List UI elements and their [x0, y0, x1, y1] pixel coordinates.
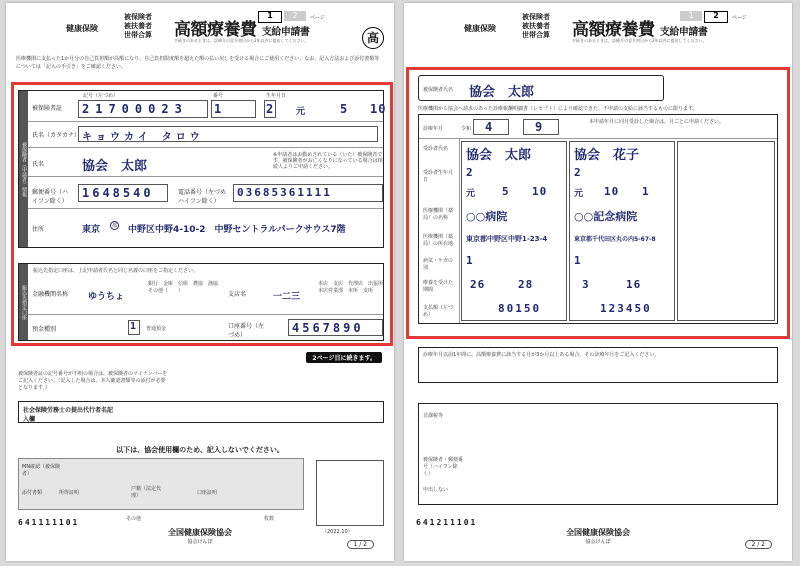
agent-label: 社会保険労務士の提出代行者名記入欄 — [23, 407, 114, 423]
form-code: 641111101 — [18, 518, 80, 527]
patient1-from: 26 — [470, 278, 486, 291]
branch-label: 支店名 — [228, 291, 247, 298]
patient2-address: 東京都千代田区丸の内5-67-8 — [574, 236, 656, 243]
page-tabs-2 — [680, 11, 747, 23]
kind-household-2: 世帯合算 — [522, 31, 550, 39]
name-label: 氏名 — [32, 161, 45, 168]
intro-text: 医療機関に支払った1か月分の自己負担額が高額になり、自己負担限度額を超えた額の払い戻しを受ける場合にご使用ください。なお、記入方法および添付書類等については「記入の手引き」をご確認ください。 — [16, 56, 380, 70]
contact-row — [28, 177, 383, 209]
applicant-name-value: 協会 太郎 — [469, 85, 535, 100]
agent-block — [18, 401, 384, 423]
insurance-label: 健康保険 — [66, 24, 98, 33]
page-number-2: 2 / 2 — [745, 540, 772, 549]
org-name-2: 全国健康保険協会 — [566, 528, 630, 537]
zip-label-2: 被保険者・郵便番号（ハイフン除く） — [423, 457, 464, 477]
org-footer — [6, 527, 394, 545]
insured-kinds — [124, 13, 152, 40]
mynumber-note: 被保険者証の記号番号が不明の場合は、被保険者のマイナンバーをご記入ください。（記入した場合は、本人確認書類等の添付が必要となります。） — [18, 371, 168, 391]
patient2-era: 2 — [574, 166, 582, 179]
zip-value: 1648540 — [82, 186, 154, 200]
patient2-from: 3 — [582, 278, 590, 291]
instruction: 医療機関から協会へ請求のあった診療報酬明細書（レセプト）により確認できた、不申請の支給に該当するものに限ります。 — [418, 106, 698, 112]
receipt-stamp-box — [316, 460, 384, 526]
row-label-paid: 支払額（左づめ） — [423, 305, 454, 318]
kind-insured-2: 被保険者 — [522, 13, 550, 21]
patient1-to: 28 — [518, 278, 534, 291]
name-row — [28, 148, 383, 177]
birth-month-value: 5 — [340, 102, 349, 116]
kind-dependent: 被扶養者 — [124, 22, 152, 30]
birth-era-name: 元 — [296, 107, 306, 117]
office-account: 口座証明 — [197, 490, 218, 496]
bank-note: 振込先指定口座は、上記申請者氏名と同じ名義の口座をご指定ください。 — [33, 268, 199, 274]
form-header-2 — [464, 11, 782, 47]
patient2-birth-m: 10 — [604, 185, 620, 198]
office-family: 戸籍（法定代理） — [131, 486, 162, 499]
month-value: 9 — [535, 120, 544, 134]
title-main: 高額療養費 — [174, 20, 257, 40]
patient2-to: 16 — [626, 278, 642, 291]
pref-kind: 都 — [112, 223, 118, 229]
card-row — [28, 91, 387, 122]
patient-col-2 — [569, 141, 675, 321]
birth-era-value: 2 — [266, 102, 275, 116]
applicant-block — [18, 90, 387, 248]
address-row — [28, 209, 383, 247]
acct-type-name: 普通預金 — [146, 326, 167, 332]
applicant-name-label: 被保険者氏名 — [423, 87, 454, 93]
org-sub: 協会けんぽ — [187, 539, 213, 545]
kind-household: 世帯合算 — [124, 31, 152, 39]
patient1-address: 東京都中野区中野1-23-4 — [466, 235, 548, 243]
kana-row — [28, 122, 383, 148]
patient2-hospital: ○○記念病院 — [574, 210, 638, 223]
row-labels — [419, 139, 460, 323]
page-label: ページ — [310, 15, 325, 21]
patient2-birth-d: 1 — [642, 185, 650, 198]
kana-label: 氏名（カタカナ） — [32, 132, 81, 139]
birth-label: 生年月日 — [266, 93, 287, 99]
patient1-name: 協会 太郎 — [466, 148, 532, 163]
deadline-note: 手続きのあるときは、診療月の翌月初日から2年以内に提出してください。 — [174, 38, 309, 43]
title-main-2: 高額療養費 — [572, 20, 655, 40]
misc-block — [418, 403, 778, 505]
page-tab-2: 2 — [284, 11, 306, 21]
form-page-2 — [404, 3, 792, 561]
office-count: 枚数 — [264, 516, 275, 522]
office-income: 所得証明 — [59, 490, 80, 496]
prior-months-block — [418, 347, 778, 383]
birth-day-value: 10 — [370, 102, 387, 116]
page-tab-1: 1 — [258, 11, 282, 23]
org-footer-2 — [404, 527, 792, 545]
bank-side-label: 振込先指定口座 — [19, 264, 28, 340]
branch-name-value: 一二三 — [273, 292, 301, 302]
address-value: 中野区中野4-10-2 中野セントラルパークサウス7階 — [128, 225, 346, 235]
applicant-side-label: 被保険者（申請者）情報 — [19, 91, 28, 247]
tel-label: 電話番号（左づめハイフン除く） — [178, 189, 227, 205]
patient-col-1 — [461, 141, 567, 321]
title-suffix: 支給申請書 — [261, 27, 310, 38]
bank-label: 金融機関名称 — [32, 291, 69, 298]
month-row — [419, 115, 777, 139]
patient1-era: 2 — [466, 166, 474, 179]
patient2-birth-era: 元 — [574, 189, 584, 199]
office-attach: 添付書類 — [22, 490, 43, 496]
page-tab-2b: 2 — [704, 11, 728, 23]
form-code-2: 641211101 — [416, 518, 478, 527]
row-label-name: 受診者氏名 — [423, 146, 449, 152]
symbol-label: 記号（左づめ） — [83, 93, 119, 99]
office-mn: MN確認（被保険者） — [22, 464, 61, 477]
card-no-value: 21700023 — [82, 102, 188, 116]
patient1-birth-era: 元 — [466, 189, 476, 199]
row-label-birth: 受診者生年月日 — [423, 170, 454, 183]
kind-dependent-2: 被扶養者 — [522, 22, 550, 30]
page-tabs — [258, 11, 325, 23]
name-value: 協会 太郎 — [82, 159, 148, 174]
acct-no-label: 口座番号（左づめ） — [228, 323, 265, 339]
branch-kinds: 本店 支店 代理店 出張所 本店営業部 本所 支所 — [318, 281, 389, 294]
row-label-type: 病気・ケガの別 — [423, 258, 453, 271]
card-no-label: 被保険者証 — [32, 105, 63, 112]
form-page-1 — [6, 3, 394, 561]
month-label: 診療年月 — [423, 126, 444, 132]
name-note: ※申請者はお勤めされている（いた）被保険者です。被保険者がお亡くなりになっている場合は相続人よりご申請ください。 — [273, 152, 383, 170]
title-suffix-2: 支給申請書 — [659, 27, 708, 38]
org-name: 全国健康保険協会 — [168, 528, 232, 537]
acct-no-value: 4567890 — [292, 321, 364, 335]
zip-label: 郵便番号（ハイフン除く） — [32, 189, 69, 205]
bank-kinds: 銀行 金庫 信組 農協 漁協 その他（ ） — [148, 281, 224, 294]
page-number: 1 / 2 — [347, 540, 374, 549]
insured-kinds-2 — [522, 13, 550, 40]
deadline-note-2: 手続きのあるときは、診療月の翌月初日から2年以内に提出してください。 — [572, 38, 707, 43]
office-only-heading: 以下は、協会使用欄のため、記入しないでください。 — [116, 446, 284, 454]
page-label-2: ページ — [732, 15, 747, 21]
kou-stamp: 高 — [362, 27, 384, 49]
kind-insured: 被保険者 — [124, 13, 152, 21]
tax-exempt-label: 非課税等 — [423, 413, 444, 419]
row-label-hospital: 医療機関（薬局）の名称 — [423, 208, 454, 221]
card-no2-value: 1 — [214, 102, 223, 116]
prior-months-question: 診療年月以前1年間に、高額療養費に該当する月が3か月以上ある場合、その診療年月をご記入ください。 — [423, 352, 660, 358]
continue-notice: 2ページ目に続きます。 — [306, 352, 382, 363]
patient1-hospital: ○○病院 — [466, 210, 508, 223]
acct-type-label: 預金種別 — [32, 326, 57, 333]
page-tab-1b: 1 — [680, 11, 702, 21]
row-label-address: 医療機関（薬局）の所在地 — [423, 234, 454, 247]
org-sub-2: 協会けんぽ — [585, 539, 611, 545]
bank-row — [28, 275, 389, 315]
pref-value: 東京 — [82, 225, 101, 235]
tel-value: 03685361111 — [237, 186, 332, 199]
patient2-name: 協会 花子 — [574, 148, 640, 163]
form-header — [66, 11, 384, 47]
office-use-area — [18, 458, 304, 510]
row-label-period: 療養を受けた期間 — [423, 280, 454, 293]
patient-col-3[interactable] — [677, 141, 775, 321]
office-other: その他 — [126, 516, 142, 522]
number-label: 番号 — [213, 93, 224, 99]
patient1-type: 1 — [466, 254, 474, 267]
applicant-name-block — [418, 75, 664, 101]
acct-type-value: 1 — [130, 321, 138, 332]
address-label: 住所 — [32, 226, 45, 233]
insurance-label-2: 健康保険 — [464, 24, 496, 33]
year-value: 4 — [485, 120, 494, 134]
opt-out-label: 申出しない — [423, 487, 449, 493]
patient1-paid: 80150 — [498, 302, 542, 315]
bank-block — [18, 263, 389, 341]
month-note: 本申請年月に同月受診した場合は、月ごとに申請ください。 — [589, 119, 725, 125]
kana-value: キョウカイ タロウ — [82, 132, 204, 143]
version: （2022.10） — [322, 529, 353, 535]
patient1-birth-d: 10 — [532, 185, 548, 198]
era-label: 令和 — [461, 126, 472, 132]
bank-name-value: ゆうちょ — [88, 292, 125, 302]
account-row — [28, 315, 383, 340]
patient1-birth-m: 5 — [502, 185, 510, 198]
patient2-paid: 123450 — [600, 302, 652, 315]
patient2-type: 1 — [574, 254, 582, 267]
claim-table — [418, 114, 778, 324]
